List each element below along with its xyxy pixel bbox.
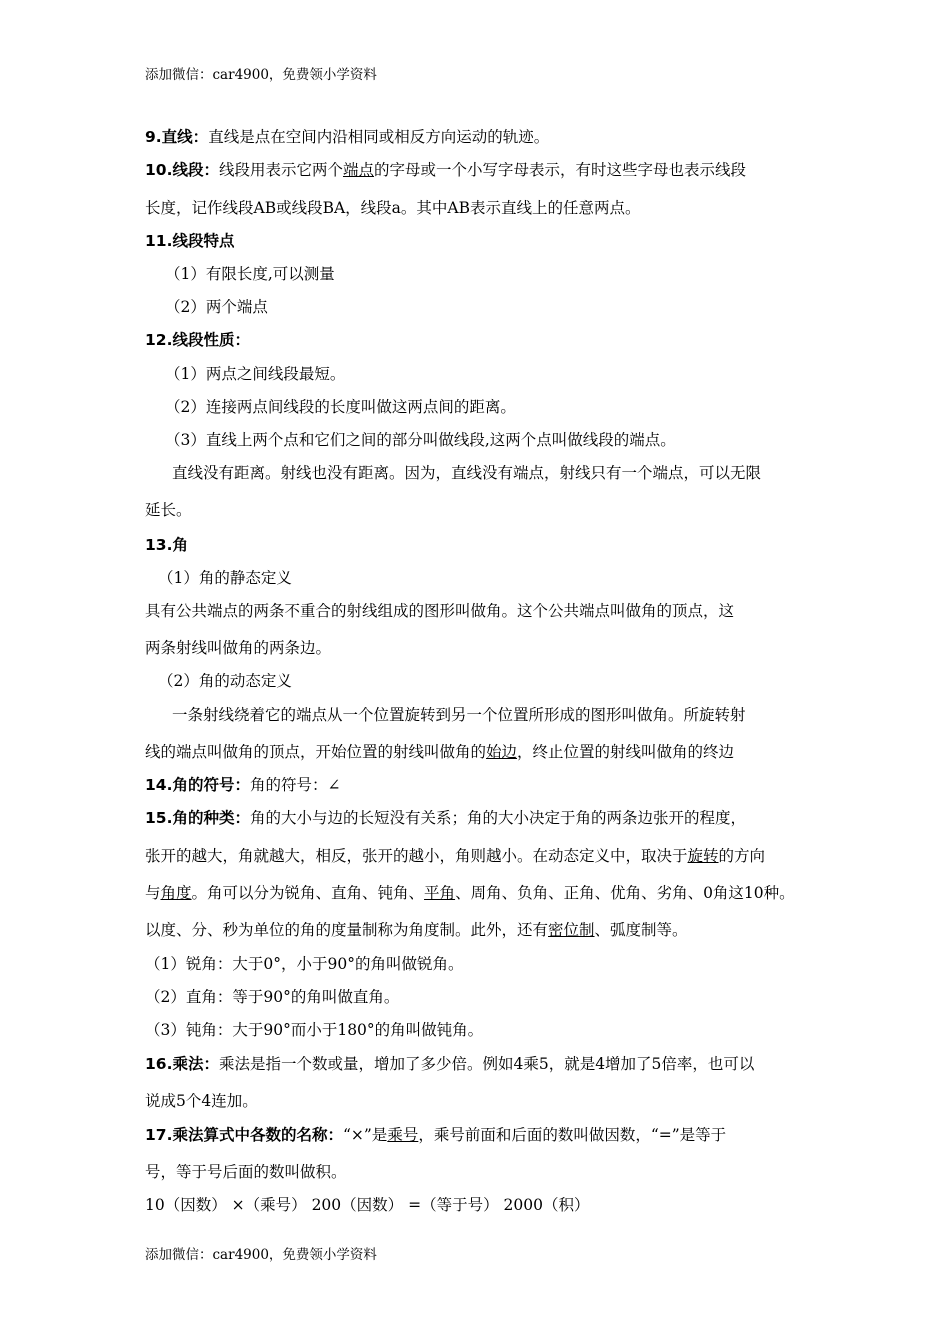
page-footer: 添加微信：car4900，免费领小学资料 (145, 1247, 377, 1263)
text-span: 、弧度制等。 (594, 921, 688, 939)
section-13-item-2-line-1: 一条射线绕着它的端点从一个位置旋转到另一个位置所形成的图形叫做角。所旋转射 (172, 706, 746, 724)
section-16-title: 16.乘法： (145, 1055, 219, 1073)
section-15-line-2 (145, 846, 765, 866)
section-15-line-4 (145, 920, 688, 940)
text-span: 线的端点叫做角的顶点，开始位置的射线叫做角的 (145, 743, 487, 761)
section-9 (145, 127, 549, 147)
section-14 (145, 775, 340, 795)
bold-title: 13.角 (145, 536, 188, 554)
section-11-item-1: （1）有限长度,可以测量 (165, 265, 335, 283)
section-9-text: 直线是点在空间内沿相同或相反方向运动的轨迹。 (208, 128, 550, 146)
section-10-title: 10.线段： (145, 161, 219, 179)
section-13-item-1-line-1: 具有公共端点的两条不重合的射线组成的图形叫做角。这个公共端点叫做角的顶点，这 (145, 602, 735, 620)
text-span: 角的符号：∠ (249, 776, 341, 794)
text-span: ，终止位置的射线叫做角的终边 (517, 743, 735, 761)
text-span: 角的大小与边的长短没有关系；角的大小决定于角的两条边张开的程度， (249, 809, 746, 827)
text-span: 以度、分、秒为单位的角的度量制称为角度制。此外，还有 (145, 921, 549, 939)
section-13-item-2: （2）角的动态定义 (158, 672, 292, 690)
link-duandian[interactable]: 端点 (342, 161, 374, 179)
text-span: “×”是 (342, 1126, 388, 1144)
section-16-line-1 (145, 1054, 754, 1074)
section-11-title (145, 231, 234, 251)
section-15-title: 15.角的种类： (145, 809, 250, 827)
section-17-title: 17.乘法算式中各数的名称： (145, 1126, 343, 1144)
section-16-line-2: 说成5个4连加。 (145, 1092, 258, 1110)
section-10-line-2: 长度，记作线段AB或线段BA，线段a。其中AB表示直线上的任意两点。 (145, 199, 641, 217)
section-10-line-1 (145, 160, 746, 180)
bold-title: 11.线段特点 (145, 232, 235, 250)
section-15-line-1 (145, 808, 746, 828)
text-span: ，乘号前面和后面的数叫做因数，“=”是等于 (418, 1126, 727, 1144)
page-header: 添加微信：car4900，免费领小学资料 (145, 67, 377, 83)
section-13-item-2-line-2 (145, 742, 734, 762)
section-12-item-2: （2）连接两点间线段的长度叫做这两点间的距离。 (165, 398, 516, 416)
section-15-item-3: （3）钝角：大于90°而小于180°的角叫做钝角。 (145, 1021, 484, 1039)
section-17-formula: 10（因数） ×（乘号） 200（因数） =（等于号） 2000（积） (145, 1196, 590, 1214)
section-13-item-1: （1）角的静态定义 (158, 569, 292, 587)
bold-title: 12.线段性质： (145, 331, 250, 349)
section-12-paragraph-line-2: 延长。 (145, 501, 192, 519)
section-11-item-2: （2）两个端点 (165, 298, 268, 316)
section-17-line-1 (145, 1125, 726, 1145)
link-chenghao[interactable]: 乘号 (387, 1126, 419, 1144)
section-15-line-3 (145, 883, 795, 903)
link-shibian[interactable]: 始边 (486, 743, 518, 761)
section-12-paragraph-line-1: 直线没有距离。射线也没有距离。因为，直线没有端点，射线只有一个端点，可以无限 (172, 464, 762, 482)
text-span: 的方向 (718, 847, 766, 865)
text-span: 的字母或一个小写字母表示，有时这些字母也表示线段 (374, 161, 747, 179)
link-pingjiao[interactable]: 平角 (424, 884, 456, 902)
section-14-title: 14.角的符号： (145, 776, 250, 794)
text-span: 。角可以分为锐角、直角、钝角、 (191, 884, 425, 902)
link-xuanzhuan[interactable]: 旋转 (687, 847, 719, 865)
section-12-item-1: （1）两点之间线段最短。 (165, 365, 346, 383)
text-span: 与 (145, 884, 161, 902)
section-15-item-1: （1）锐角：大于0°，小于90°的角叫做锐角。 (145, 955, 464, 973)
text-span: 乘法是指一个数或量，增加了多少倍。例如4乘5，就是4增加了5倍率，也可以 (218, 1055, 755, 1073)
text-span: 张开的越大，角就越大，相反，张开的越小，角则越小。在动态定义中，取决于 (145, 847, 688, 865)
text-span: 、周角、负角、正角、优角、劣角、0角这10种。 (455, 884, 795, 902)
text-span: 线段用表示它两个 (218, 161, 343, 179)
section-12-title (145, 330, 250, 350)
section-9-title: 9.直线： (145, 128, 209, 146)
link-jiaodu[interactable]: 角度 (160, 884, 192, 902)
section-12-item-3: （3）直线上两个点和它们之间的部分叫做线段,这两个点叫做线段的端点。 (165, 431, 676, 449)
link-miweizhi[interactable]: 密位制 (548, 921, 595, 939)
section-13-title (145, 535, 188, 555)
section-15-item-2: （2）直角：等于90°的角叫做直角。 (145, 988, 400, 1006)
section-13-item-1-line-2: 两条射线叫做角的两条边。 (145, 639, 332, 657)
section-17-line-2: 号，等于号后面的数叫做积。 (145, 1163, 347, 1181)
